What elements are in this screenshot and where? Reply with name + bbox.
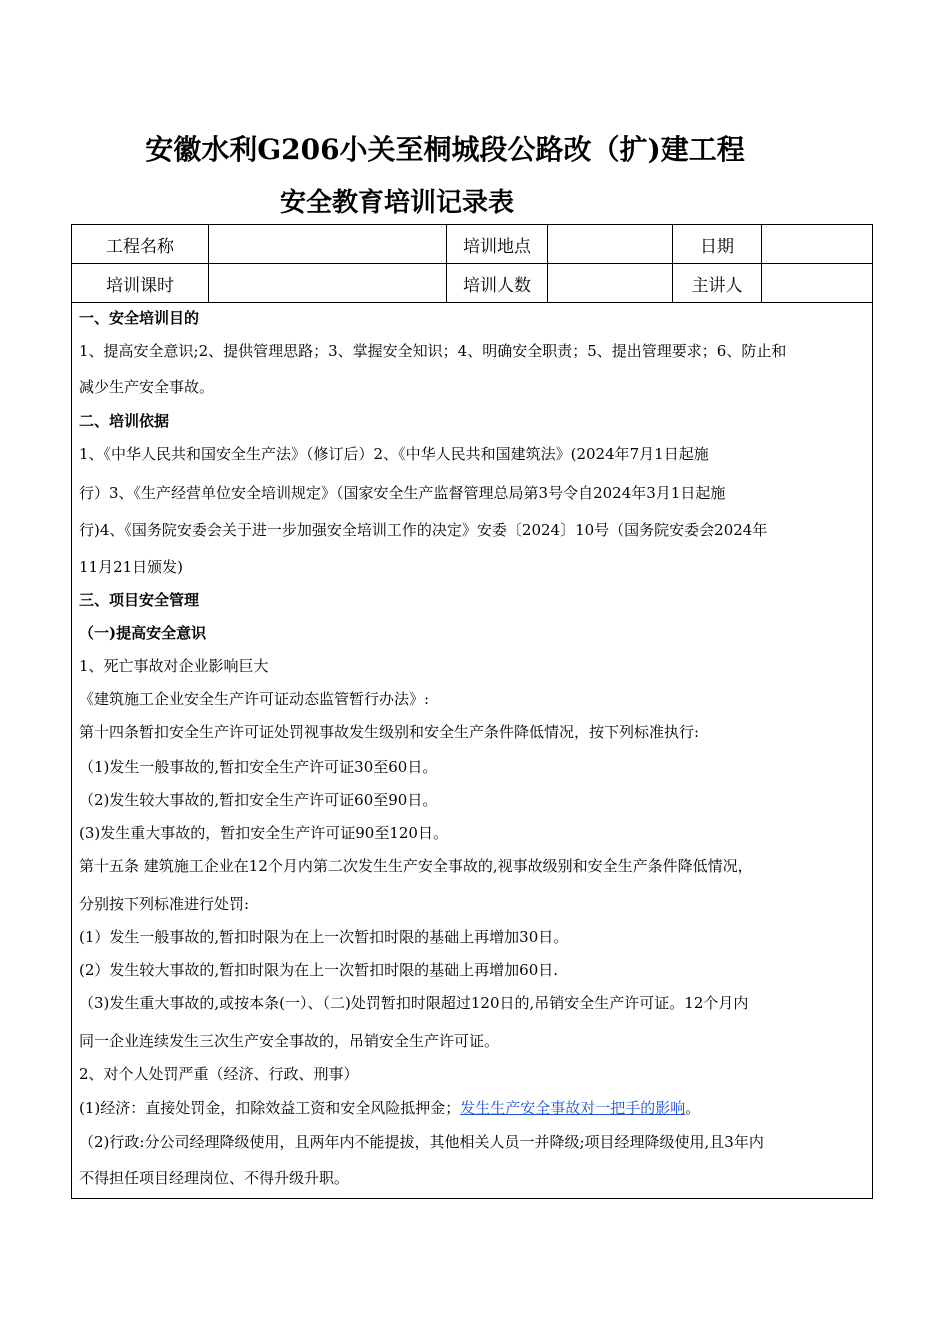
document-title: 安徽水利G206小关至桐城段公路改（扩)建工程	[145, 133, 745, 166]
label-project-name: 工程名称	[72, 225, 209, 264]
paragraph-line: 不得担任项目经理岗位、不得升级升职。	[79, 1169, 350, 1187]
paragraph-line: 分别按下列标准进行处罚:	[79, 895, 250, 913]
section-heading: 一、安全培训目的	[79, 309, 200, 327]
paragraph-line: 11月21日颁发)	[79, 558, 184, 576]
speaker-value	[762, 264, 873, 303]
training-location-value	[548, 225, 673, 264]
paragraph-line: 1、提高安全意识;2、提供管理思路；3、掌握安全知识；4、明确安全职责；5、提出管理要求；6、防止和	[79, 342, 787, 360]
paragraph-text: (1)经济：直接处罚金，扣除效益工资和安全风险抵押金；	[79, 1099, 461, 1117]
paragraph-line: 2、对个人处罚严重（经济、行政、刑事）	[79, 1065, 359, 1083]
label-trainee-count: 培训人数	[447, 264, 548, 303]
paragraph-line: 行)4、《国务院安委会关于进一步加强安全培训工作的决定》安委〔2024〕10号（国务院安委会2024年	[79, 521, 768, 539]
paragraph-text: 。	[685, 1099, 701, 1117]
label-training-location: 培训地点	[447, 225, 548, 264]
impact-link[interactable]: 发生生产安全事故对一把手的影响	[460, 1099, 686, 1117]
label-date: 日期	[673, 225, 762, 264]
paragraph-line	[79, 1097, 700, 1118]
paragraph-line: 同一企业连续发生三次生产安全事故的，吊销安全生产许可证。	[79, 1032, 500, 1050]
label-speaker: 主讲人	[673, 264, 762, 303]
paragraph-line: （3)发生重大事故的,或按本条(一）、（二)处罚暂扣时限超过120日的,吊销安全生产许可证。12个月内	[79, 994, 749, 1012]
label-training-hours: 培训课时	[72, 264, 209, 303]
document-subtitle: 安全教育培训记录表	[280, 188, 515, 218]
paragraph-line: 减少生产安全事故。	[79, 378, 215, 396]
paragraph-line: 行）3、《生产经营单位安全培训规定》（国家安全生产监督管理总局第3号令自2024年3月1日起施	[79, 484, 726, 502]
paragraph-line: 第十四条暂扣安全生产许可证处罚视事故发生级别和安全生产条件降低情况，按下列标准执行:	[79, 723, 700, 741]
table-row	[72, 264, 873, 303]
paragraph-line: （2)发生较大事故的,暂扣安全生产许可证60至90日。	[79, 791, 438, 809]
section-heading: 二、培训依据	[79, 412, 170, 430]
paragraph-line: （1)发生一般事故的,暂扣安全生产许可证30至60日。	[79, 758, 438, 776]
paragraph-line: （2)行政:分公司经理降级使用，且两年内不能提拔，其他相关人员一并降级;项目经理降级使用,且3年内	[79, 1133, 764, 1151]
paragraph-line: 《建筑施工企业安全生产许可证动态监管暂行办法》:	[79, 690, 430, 708]
paragraph-line: 1、《中华人民共和国安全生产法》（修订后）2、《中华人民共和国建筑法》(2024年7月1日起施	[79, 445, 709, 463]
date-value	[762, 225, 873, 264]
training-hours-value	[209, 264, 447, 303]
paragraph-line: (3)发生重大事故的，暂扣安全生产许可证90至120日。	[79, 824, 448, 842]
paragraph-line: 1、死亡事故对企业影响巨大	[79, 657, 269, 675]
paragraph-line: 第十五条 建筑施工企业在12个月内第二次发生生产安全事故的,视事故级别和安全生产条件降低情况，	[79, 857, 753, 875]
subsection-heading: （一)提高安全意识	[79, 624, 207, 642]
project-name-value	[209, 225, 447, 264]
section-heading: 三、项目安全管理	[79, 591, 200, 609]
info-table	[71, 224, 873, 303]
trainee-count-value	[548, 264, 673, 303]
table-row	[72, 225, 873, 264]
paragraph-line: (1）发生一般事故的,暂扣时限为在上一次暂扣时限的基础上再增加30日。	[79, 928, 569, 946]
paragraph-line: (2）发生较大事故的,暂扣时限为在上一次暂扣时限的基础上再增加60日.	[79, 961, 559, 979]
